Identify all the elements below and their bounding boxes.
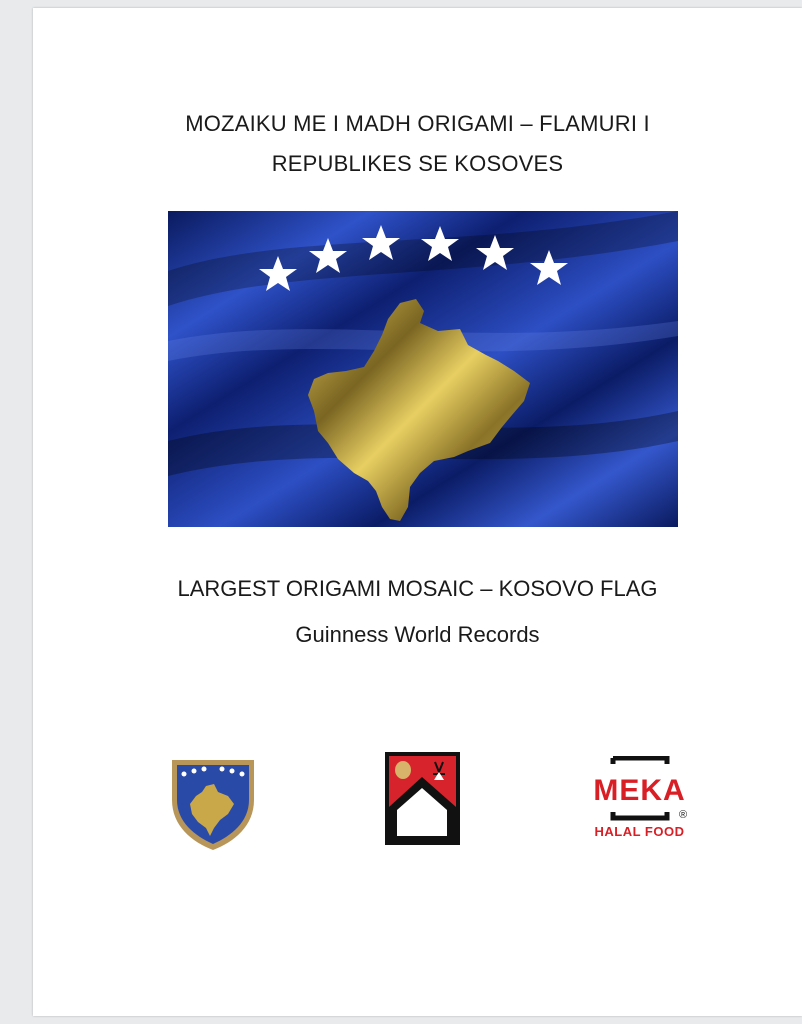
flag-icon <box>168 211 678 527</box>
title-line-1: MOZAIKU ME I MADH ORIGAMI – FLAMURI I <box>185 111 650 136</box>
municipality-emblem-icon <box>385 752 460 845</box>
kosovo-flag-image <box>168 211 678 527</box>
document-page <box>33 8 802 1016</box>
kosovo-coat-of-arms-icon <box>168 756 258 852</box>
subtitle-block <box>33 566 802 658</box>
meka-brand-name: MEKA <box>593 774 686 807</box>
meka-halal-food-logo <box>583 756 703 848</box>
subtitle-organization: Guinness World Records <box>295 622 540 647</box>
meka-tagline: HALAL FOOD <box>594 824 685 839</box>
registered-mark: ® <box>679 809 688 821</box>
page-title <box>33 104 802 184</box>
subtitle-english: LARGEST ORIGAMI MOSAIC – KOSOVO FLAG <box>177 576 658 601</box>
title-line-2: REPUBLIKES SE KOSOVES <box>271 151 564 176</box>
